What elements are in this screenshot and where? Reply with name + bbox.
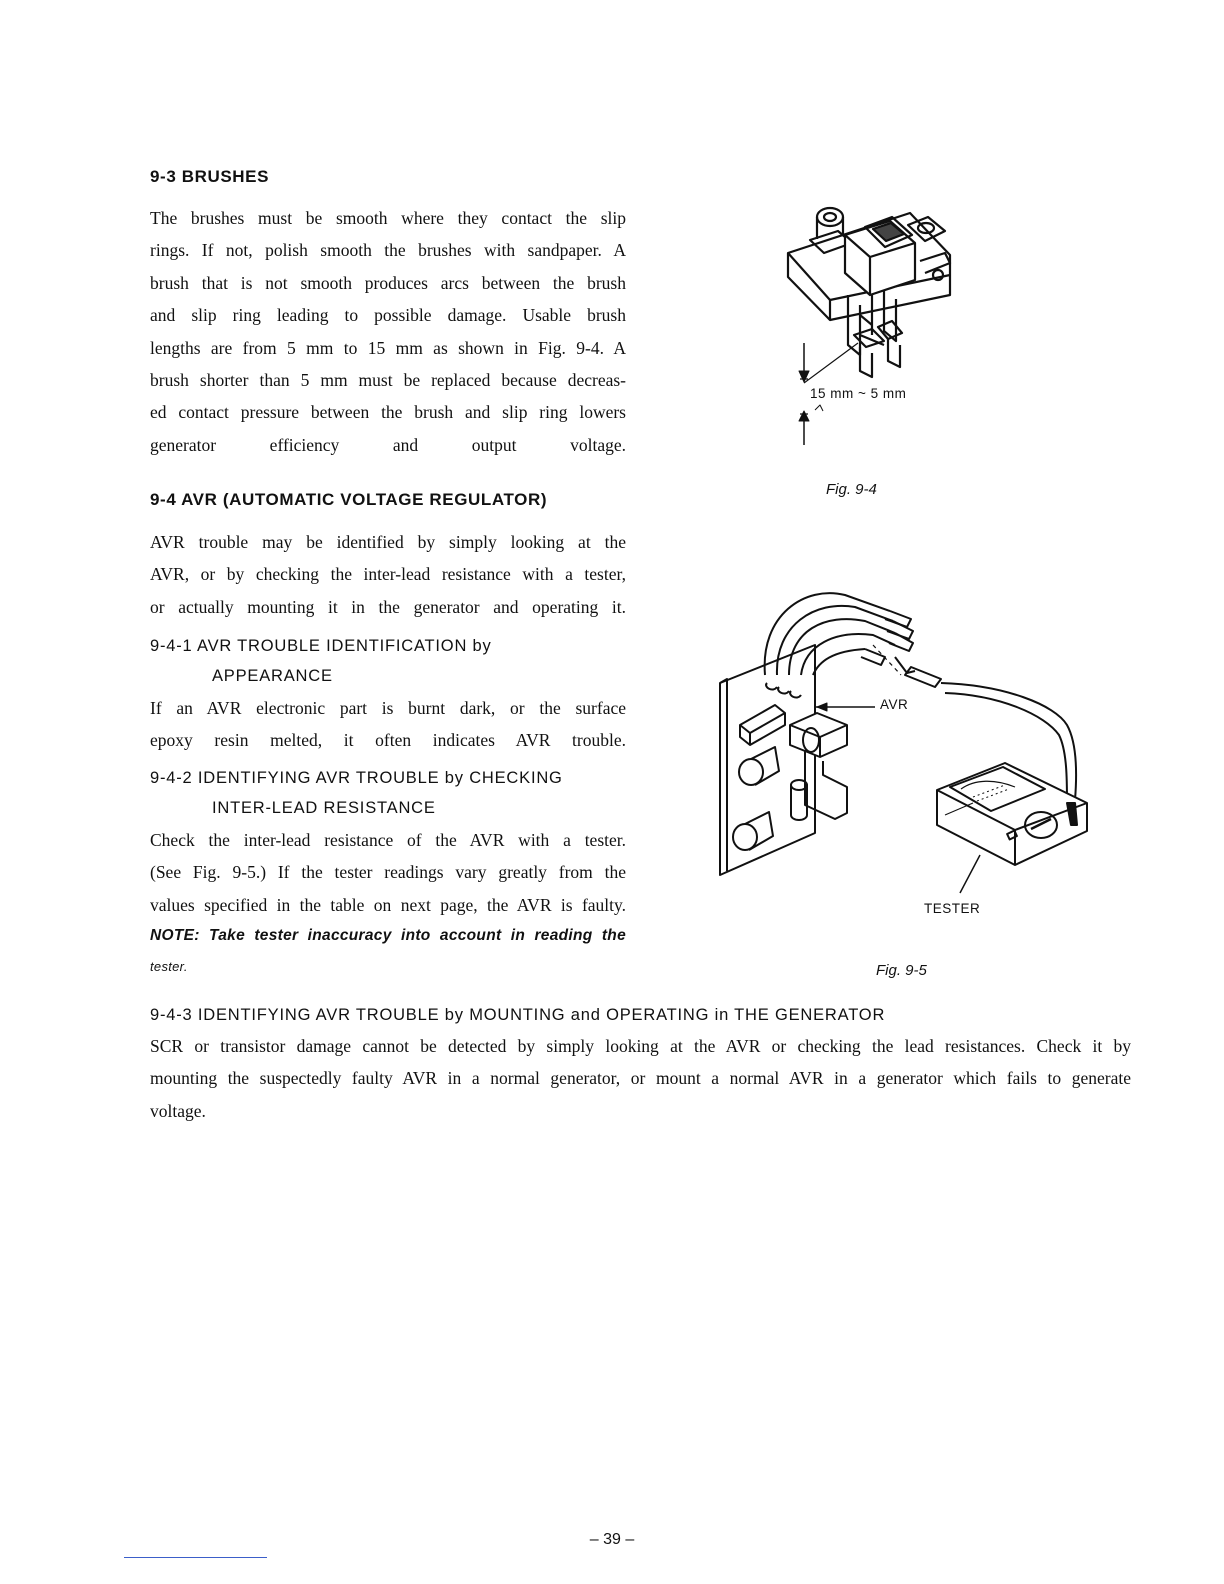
text-line: AVR trouble may be identified by simply looking at the <box>150 532 626 552</box>
section-9-4-3-heading: 9-4-3 IDENTIFYING AVR TROUBLE by MOUNTING and OPERATING in THE GENERATOR <box>150 1006 886 1024</box>
figure-9-4-caption: Fig. 9-4 <box>826 481 877 498</box>
section-9-4-3-body <box>150 1030 1131 1127</box>
text-line: and slip ring leading to possible damage. Usable brush <box>150 305 626 326</box>
text-line: lengths are from 5 mm to 15 mm as shown in Fig. 9-4. A <box>150 337 626 358</box>
section-9-4-1-body <box>150 692 626 757</box>
section-9-4-2-body <box>150 824 626 921</box>
tester-label: TESTER <box>924 901 981 916</box>
text-line: voltage. <box>150 1100 206 1121</box>
text-line: If an AVR electronic part is burnt dark, or the surface <box>150 698 626 718</box>
figure-9-5-avr-tester-illustration <box>715 575 1095 895</box>
text-line: brush that is not smooth produces arcs between the brush <box>150 272 626 293</box>
section-9-3-body <box>150 202 626 461</box>
text-line: epoxy resin melted, it often indicates AVR trouble. <box>150 730 626 751</box>
section-9-4-heading: 9-4 AVR (AUTOMATIC VOLTAGE REGULATOR) <box>150 490 548 509</box>
text-line: mounting the suspectedly faulty AVR in a normal generator, or mount a normal AVR in a generator which fails to generate <box>150 1068 1131 1089</box>
text-line: rings. If not, polish smooth the brushes with sandpaper. A <box>150 240 626 261</box>
note-line: NOTE: Take tester inaccuracy into account in reading the <box>150 927 626 944</box>
text-line: AVR, or by checking the inter-lead resistance with a tester, <box>150 564 626 585</box>
note-line-cont: tester. <box>150 959 188 974</box>
text-line: ed contact pressure between the brush and slip ring lowers <box>150 402 626 423</box>
footer-rule <box>124 1557 267 1558</box>
section-9-4-body <box>150 526 626 623</box>
text-line: or actually mounting it in the generator and operating it. <box>150 596 626 617</box>
dimension-label: 15 mm ~ 5 mm <box>810 386 907 401</box>
section-9-4-2-heading-cont: INTER-LEAD RESISTANCE <box>212 799 436 817</box>
text-line: (See Fig. 9-5.) If the tester readings vary greatly from the <box>150 862 626 883</box>
text-line: generator efficiency and output voltage. <box>150 434 626 455</box>
section-9-4-1-heading-cont: APPEARANCE <box>212 667 333 685</box>
text-line: The brushes must be smooth where they contact the slip <box>150 208 626 228</box>
text-line: brush shorter than 5 mm must be replaced because decreas- <box>150 370 626 391</box>
page-number: – 39 – <box>589 1531 635 1548</box>
avr-label: AVR <box>880 697 909 712</box>
section-9-3-heading: 9-3 BRUSHES <box>150 167 270 186</box>
text-line: SCR or transistor damage cannot be detected by simply looking at the AVR or checking the lead resistances. Check it by <box>150 1036 1131 1056</box>
text-line: values specified in the table on next page, the AVR is faulty. <box>150 894 626 915</box>
section-9-4-2-heading: 9-4-2 IDENTIFYING AVR TROUBLE by CHECKING <box>150 769 563 787</box>
text-line: Check the inter-lead resistance of the AVR with a tester. <box>150 830 626 850</box>
section-9-4-1-heading: 9-4-1 AVR TROUBLE IDENTIFICATION by <box>150 637 492 655</box>
figure-9-4-brush-illustration <box>760 195 1020 465</box>
figure-9-5-caption: Fig. 9-5 <box>876 962 927 979</box>
